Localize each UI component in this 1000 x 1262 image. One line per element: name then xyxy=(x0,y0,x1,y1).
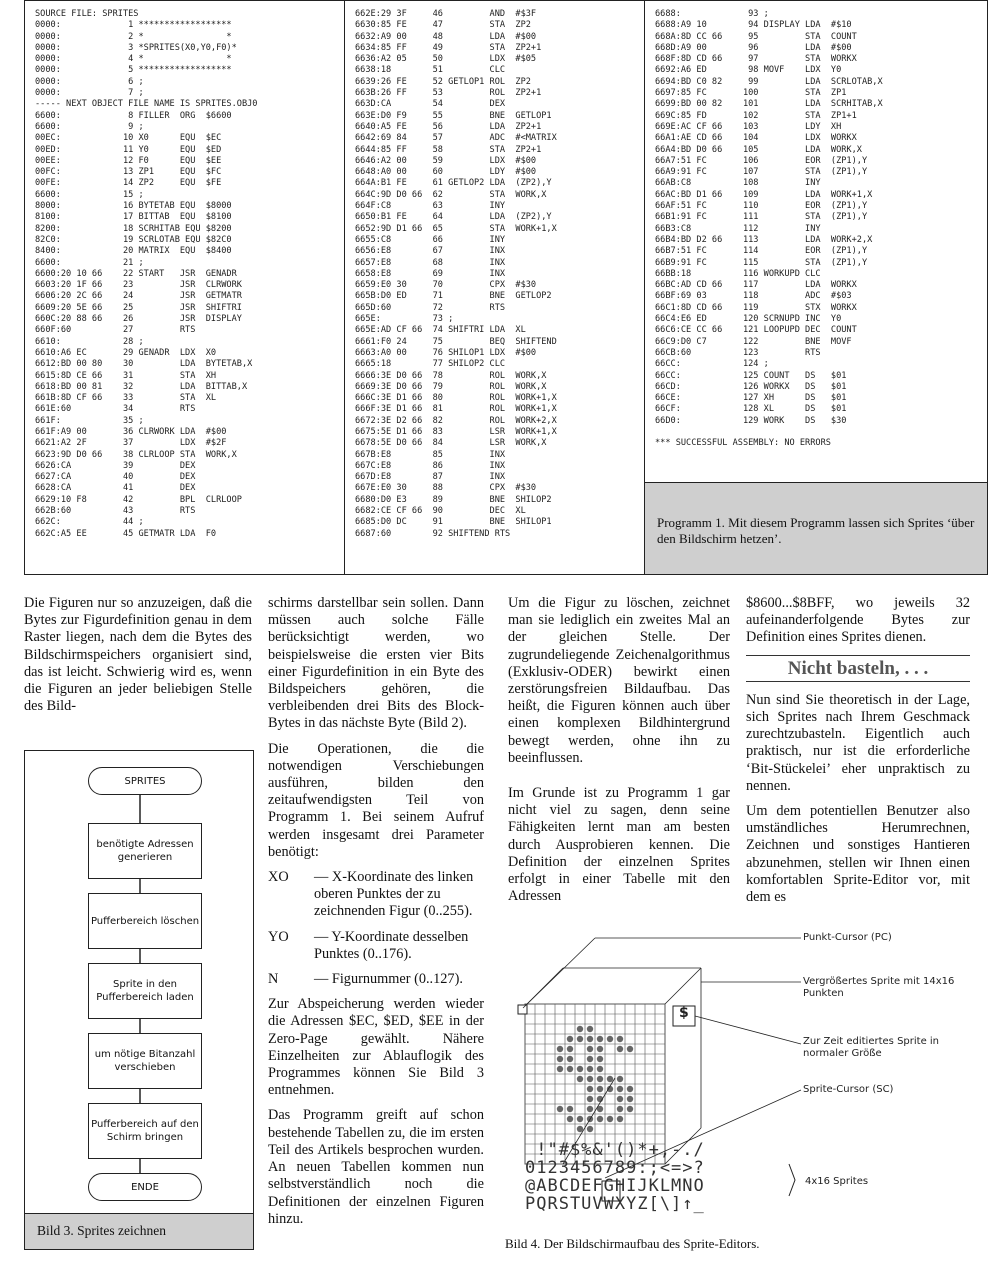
flow-end: ENDE xyxy=(88,1173,202,1201)
paragraph: Die Operationen, die die notwendigen Verschiebungen ausführen, bilden den zeitaufwendigsten Teil von Programm 1. Bei seinem Aufruf werden insgesamt drei Parameter benötigt: xyxy=(268,740,484,860)
paragraph: Um dem potentiellen Benutzer also umständliches Herumrechnen, Zeichnen und sonstiges Hantieren abzunehmen, stellen wir Ihnen einen komfortablen Sprite-Editor vor, mit dem es xyxy=(746,803,970,906)
parameter-desc: — Figurnummer (0..127). xyxy=(314,971,463,988)
label-current-sprite: Zur Zeit editiertes Sprite in normaler Größe xyxy=(803,1036,940,1059)
article-column-2 xyxy=(268,595,484,1236)
label-enlarged-sprite: Vergrößertes Sprite mit 14x16 Punkten xyxy=(803,976,955,999)
parameter-list xyxy=(268,869,484,988)
parameter-x xyxy=(268,869,484,921)
article-column-1 xyxy=(24,595,252,723)
paragraph: $8600...$8BFF, wo jeweils 32 aufeinanderfolgende Bytes zur Definition eines Sprites dienen. xyxy=(746,595,970,646)
sprite-editor-figure xyxy=(505,932,975,1252)
figure-caption: Bild 4. Der Bildschirmaufbau des Sprite-Editors. xyxy=(505,1236,760,1251)
paragraph: Die Figuren nur so anzuzeigen, daß die Bytes zur Figurdefinition genau in dem Raster liegen, nach dem die Bytes des Bildschirmspeichers organisiert sind, das ist leicht. Schwierig wird es, wenn die Figuren an jeder beliebigen Stelle des Bild- xyxy=(24,595,252,715)
charset-row: !"#$%&'()*+,-./ xyxy=(525,1140,705,1160)
flow-step-clear: Pufferbereich löschen xyxy=(88,893,202,949)
program-listing xyxy=(24,0,988,575)
label-sprite-count: 4x16 Sprites xyxy=(805,1176,869,1187)
paragraph: Das Programm greift auf schon bestehende Tabellen zu, die im ersten Teil des Artikels besprochen wurden. An neuen Tabellen kommen nun selbstverständlich noch die Definitionen der einzelnen Figuren hinzu. xyxy=(268,1107,484,1227)
parameter-desc: — Y-Koordinate desselben Punktes (0..176). xyxy=(314,928,469,962)
flowchart-figure xyxy=(24,750,254,1250)
paragraph: Um die Figur zu löschen, zeichnet man sie lediglich ein zweites Mal an der gleichen Stelle. Der zugrundeliegende Zeichenalgorithmus (Exklusiv-ODER) bewirkt einen zerstörungsfreien Bildaufbau. Das heißt, die Figuren können auch über einen komplexen Bildhintergrund bewegt werden, ohne ihn zu beeinflussen. xyxy=(508,595,730,766)
paragraph: Im Grunde ist zu Programm 1 gar nicht viel zu sagen, denn seine Fähigkeiten lernt man am besten durch Ausprobieren kennen. Die Definition der einzelnen Sprites erfolgt in einer Tabelle mit den Adressen xyxy=(508,785,730,905)
parameter-desc: — X-Koordinate des linken oberen Punktes der zu zeichnenden Figur (0..255). xyxy=(314,869,474,920)
point-cursor xyxy=(518,1005,527,1014)
article-column-3 xyxy=(508,595,730,913)
parameter-y xyxy=(268,929,484,963)
paragraph: Nun sind Sie theoretisch in der Lage, sich Sprites nach Ihrem Geschmack zurechtzubasteln. Eigentlich auch praktisch, nur ist die erforderliche ‘Bit-Stückelei’ eher unpraktisch zu nennen. xyxy=(746,691,970,794)
figure-caption: Bild 3. Sprites zeichnen xyxy=(25,1213,253,1249)
charset-row: @ABCDEFGHIJKLMNO xyxy=(525,1176,705,1196)
listing-column-3: 6688: 93 ; 6688:A9 10 94 DISPLAY LDA #$10 668A:8D CC 66 95 STA COUNT 668D:A9 00 96 LDA #$00 668F:8D CD 66 97 STA WORKX 6692:A6 ED 98 MOVF LDX Y0 6694:BD C0 82 99 LDA SCRLOTAB,X 6697:85 FC 100 STA ZP1 6699:BD 00 82 101 LDA SCRHITAB,X 669C:85 FD 102 STA ZP1+1 669E:AC CF 66 103 LDY XH 66A1:AE CD 66 104 LDX WORKX 66A4:BD D0 66 105 LDA WORK,X 66A7:51 FC 106 EOR (ZP1),Y 66A9:91 FC 107 STA (ZP1),Y 66AB:C8 108 INY 66AC:BD D1 66 109 LDA WORK+1,X 66AF:51 FC 110 EOR (ZP1),Y 66B1:91 FC 111 STA (ZP1),Y 66B3:C8 112 INY 66B4:BD D2 66 113 LDA WORK+2,X 66B7:51 FC 114 EOR (ZP1),Y 66B9:91 FC 115 STA (ZP1),Y 66BB:18 116 WORKUPD CLC 66BC:AD CD 66 117 LDA WORKX 66BF:69 03 118 ADC #$03 66C1:8D CD 66 119 STX WORKX 66C4:E6 ED 120 SCRNUPD INC Y0 66C6:CE CC 66 121 LOOPUPD DEC COUNT 66C9:D0 C7 122 BNE MOVF 66CB:60 123 RTS 66CC: 124 ; 66CC: 125 COUNT DS $01 66CD: 126 WORKX DS $01 66CE: 127 XH DS $01 66CF: 128 XL DS $01 66D0: 129 WORK DS $30 *** SUCCESSFUL ASSEMBLY: NO ERRORS xyxy=(655,9,883,449)
parameter-n xyxy=(268,971,484,988)
article-column-4 xyxy=(746,595,970,914)
label-sprite-cursor: Sprite-Cursor (SC) xyxy=(803,1084,894,1095)
charset-row: 0123456789:;<=>? xyxy=(525,1158,705,1178)
parameter-key: XO xyxy=(268,869,289,886)
current-sprite-preview: $ xyxy=(679,1005,689,1021)
charset-row: PQRSTUVWXYZ[\]↑_ xyxy=(525,1194,705,1214)
listing-column-1: SOURCE FILE: SPRITES 0000: 1 ****************** 0000: 2 * * 0000: 3 *SPRITES(X0,Y0,F0)* 0000: 4 * * 0000: 5 ****************** 0000: 6 ; 0000: 7 ; ----- NEXT OBJECT FILE NAME IS SPRITES.OBJ0 6600: 8 FILLER ORG $6600 6600: 9 ; 00EC: 10 X0 EQU $EC 00ED: 11 Y0 EQU $ED 00EE: 12 F0 EQU $EE 00FC: 13 ZP1 EQU $FC 00FE: 14 ZP2 EQU $FE 6600: 15 ; 8000: 16 BYTETAB EQU $8000 8100: 17 BITTAB EQU $8100 8200: 18 SCRHITAB EQU $8200 82C0: 19 SCRLOTAB EQU $82C0 8400: 20 MATRIX EQU $8400 6600: 21 ; 6600:20 10 66 22 START JSR GENADR 6603:20 1F 66 23 JSR CLRWORK 6606:20 2C 66 24 JSR GETMATR 6609:20 5E 66 25 JSR SHIFTRI 660C:20 88 66 26 JSR DISPLAY 660F:60 27 RTS 6610: 28 ; 6610:A6 EC 29 GENADR LDX X0 6612:BD 00 80 30 LDA BYTETAB,X 6615:8D CE 66 31 STA XH 6618:BD 00 81 32 LDA BITTAB,X 661B:8D CF 66 33 STA XL 661E:60 34 RTS 661F: 35 ; 661F:A9 00 36 CLRWORK LDA #$00 6621:A2 2F 37 LDX #$2F 6623:9D D0 66 38 CLRLOOP STA WORK,X 6626:CA 39 DEX 6627:CA 40 DEX 6628:CA 41 DEX 6629:10 F8 42 BPL CLRLOOP 662B:60 43 RTS 662C: 44 ; 662C:A5 EE 45 GETMATR LDA F0 xyxy=(25,1,345,574)
listing-column-2: 662E:29 3F 46 AND #$3F 6630:85 FE 47 STA ZP2 6632:A9 00 48 LDA #$00 6634:85 FF 49 STA ZP2+1 6636:A2 05 50 LDX #$05 6638:18 51 CLC 6639:26 FE 52 GETLOP1 ROL ZP2 663B:26 FF 53 ROL ZP2+1 663D:CA 54 DEX 663E:D0 F9 55 BNE GETLOP1 6640:A5 FE 56 LDA ZP2+1 6642:69 84 57 ADC #<MATRIX 6644:85 FF 58 STA ZP2+1 6646:A2 00 59 LDX #$00 6648:A0 00 60 LDY #$00 664A:B1 FE 61 GETLOP2 LDA (ZP2),Y 664C:9D D0 66 62 STA WORK,X 664F:C8 63 INY 6650:B1 FE 64 LDA (ZP2),Y 6652:9D D1 66 65 STA WORK+1,X 6655:C8 66 INY 6656:E8 67 INX 6657:E8 68 INX 6658:E8 69 INX 6659:E0 30 70 CPX #$30 665B:D0 ED 71 BNE GETLOP2 665D:60 72 RTS 665E: 73 ; 665E:AD CF 66 74 SHIFTRI LDA XL 6661:F0 24 75 BEQ SHIFTEND 6663:A0 00 76 SHILOP1 LDX #$00 6665:18 77 SHILOP2 CLC 6666:3E D0 66 78 ROL WORK,X 6669:3E D0 66 79 ROL WORK,X 666C:3E D1 66 80 ROL WORK+1,X 666F:3E D1 66 81 ROL WORK+1,X 6672:3E D2 66 82 ROL WORK+2,X 6675:5E D1 66 83 LSR WORK+1,X 6678:5E D0 66 84 LSR WORK,X 667B:E8 85 INX 667C:E8 86 INX 667D:E8 87 INX 667E:E0 30 88 CPX #$30 6680:D0 E3 89 BNE SHILOP2 6682:CE CF 66 90 DEC XL 6685:D0 DC 91 BNE SHILOP1 6687:60 92 SHIFTEND RTS xyxy=(345,1,645,574)
paragraph: Zur Abspeicherung werden wieder die Adressen $EC, $ED, $EE in der Zero-Page gewählt. Nähere Einzelheiten zur Ablauflogik des Programmes können Sie Bild 3 entnehmen. xyxy=(268,996,484,1099)
flow-start: SPRITES xyxy=(88,767,202,795)
program-caption: Programm 1. Mit diesem Programm lassen sich Sprites ‘über den Bildschirm hetzen’. xyxy=(645,482,987,574)
parameter-key: YO xyxy=(268,928,289,945)
flow-step-load: Sprite in den Pufferbereich laden xyxy=(88,963,202,1019)
label-point-cursor: Punkt-Cursor (PC) xyxy=(803,932,892,943)
flow-step-generate: benötigte Adressen generieren xyxy=(88,823,202,879)
section-heading: Nicht basteln, . . . xyxy=(746,655,970,682)
paragraph: schirms darstellbar sein sollen. Dann müssen auch solche Fälle berücksichtigt werden, wo beispielsweise die ersten vier Bits einer Figurdefinition in ein Byte des Bildspeichers gehören, die verbleibenden drei Bits des Block-Bytes in das nächste Byte (Bild 2). xyxy=(268,595,484,732)
parameter-key: N xyxy=(268,971,279,988)
flow-step-shift: um nötige Bitanzahl verschieben xyxy=(88,1033,202,1089)
flow-step-display: Pufferbereich auf den Schirm bringen xyxy=(88,1103,202,1159)
